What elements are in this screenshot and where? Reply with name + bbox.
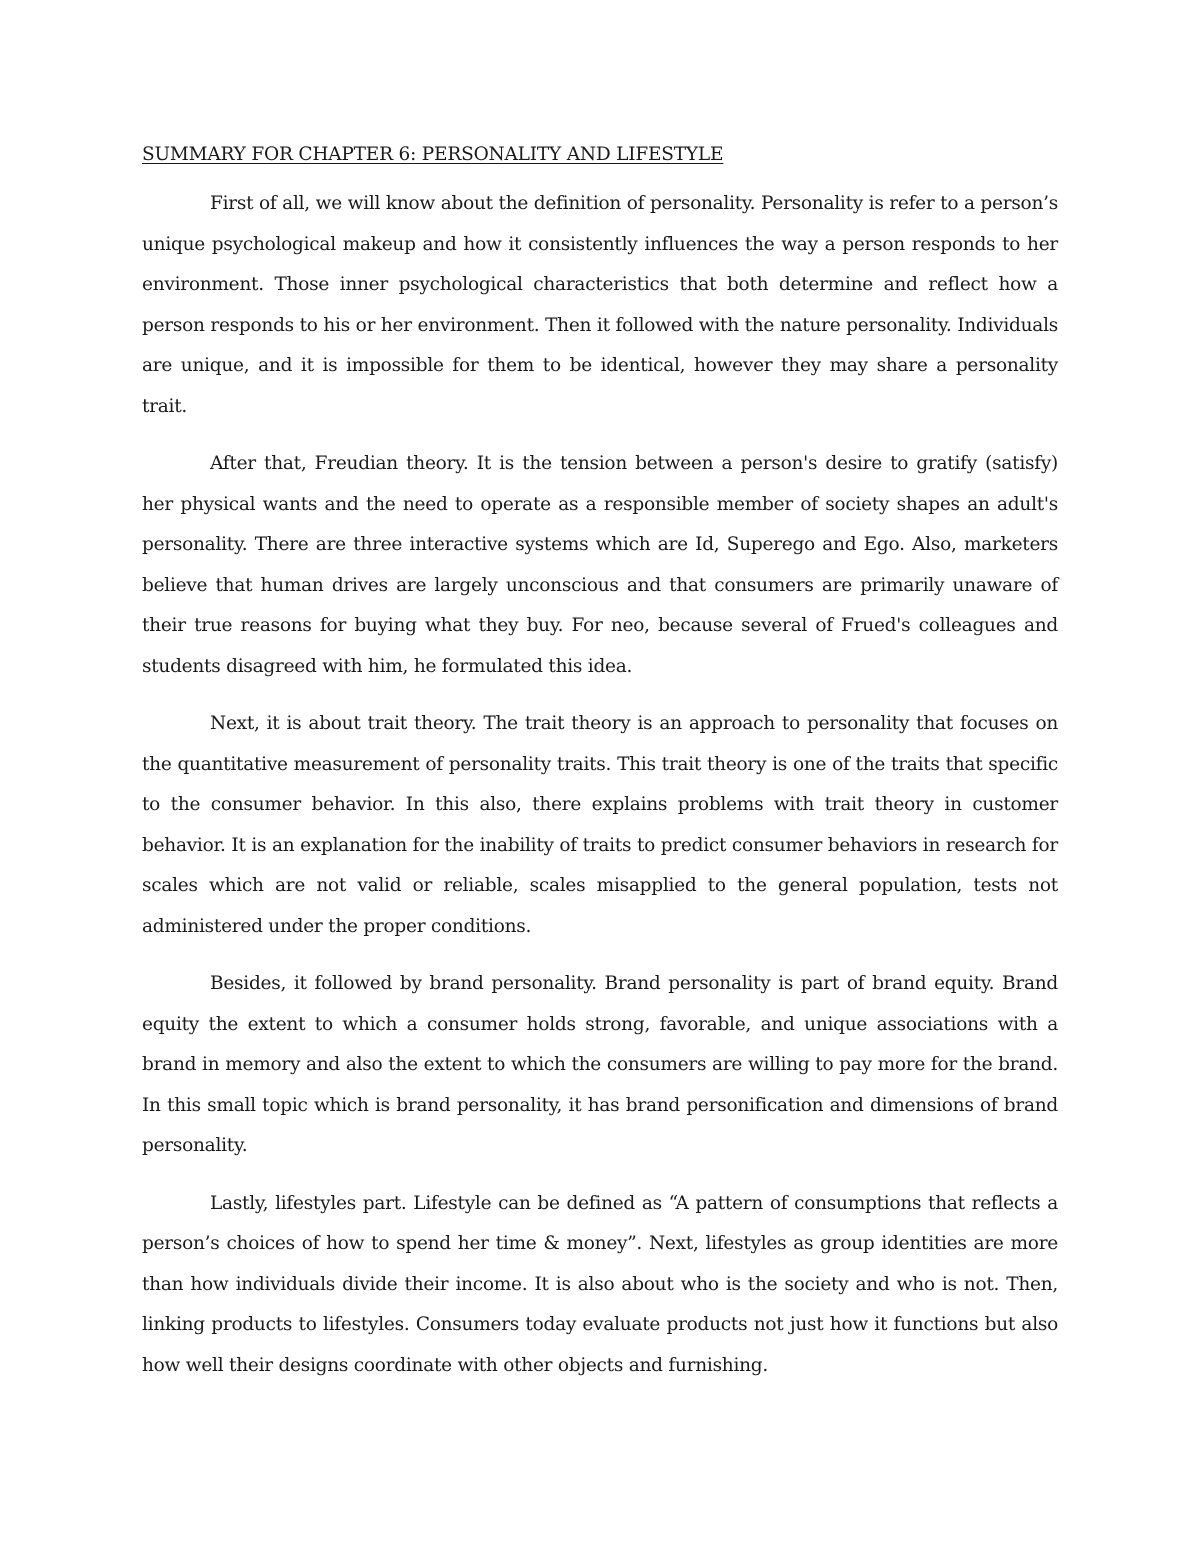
paragraph-lifestyles: Lastly, lifestyles part. Lifestyle can be defined as “A pattern of consumptions that reflects a person’s choices of how to spend her time & money”. Next, lifestyles as group identities are more than how individuals divide their income. It is also about who is the society and who is not. Then, linking products to lifestyles. Consumers today evaluate products not just how it functions but also how well their designs coordinate with other objects and furnishing. — [142, 1192, 1058, 1376]
document-page — [142, 140, 1058, 1403]
document-title: SUMMARY FOR CHAPTER 6: PERSONALITY AND LIFESTYLE — [142, 144, 724, 165]
paragraph-brand-personality: Besides, it followed by brand personality. Brand personality is part of brand equity. Brand equity the extent to which a consumer holds strong, favorable, and unique associations with a brand in memory and also the extent to which the consumers are willing to pay more for the brand. In this small topic which is brand personality, it has brand personification and dimensions of brand personality. — [142, 973, 1058, 1156]
paragraph-trait-theory: Next, it is about trait theory. The trait theory is an approach to personality that focuses on the quantitative measurement of personality traits. This trait theory is one of the traits that specific to the consumer behavior. In this also, there explains problems with trait theory in customer behavior. It is an explanation for the inability of traits to predict consumer behaviors in research for scales which are not valid or reliable, scales misapplied to the general population, tests not administered under the proper conditions. — [142, 713, 1058, 937]
paragraph-personality-definition: First of all, we will know about the definition of personality. Personality is refer to a person’s unique psychological makeup and how it consistently influences the way a person responds to her environment. Those inner psychological characteristics that both determine and reflect how a person responds to his or her environment. Then it followed with the nature personality. Individuals are unique, and it is impossible for them to be identical, however they may share a personality trait. — [142, 193, 1058, 417]
paragraph-freudian-theory: After that, Freudian theory. It is the tension between a person's desire to gratify (satisfy) her physical wants and the need to operate as a responsible member of society shapes an adult's personality. There are three interactive systems which are Id, Superego and Ego. Also, marketers believe that human drives are largely unconscious and that consumers are primarily unaware of their true reasons for buying what they buy. For neo, because several of Frued's colleagues and students disagreed with him, he formulated this idea. — [142, 453, 1058, 677]
